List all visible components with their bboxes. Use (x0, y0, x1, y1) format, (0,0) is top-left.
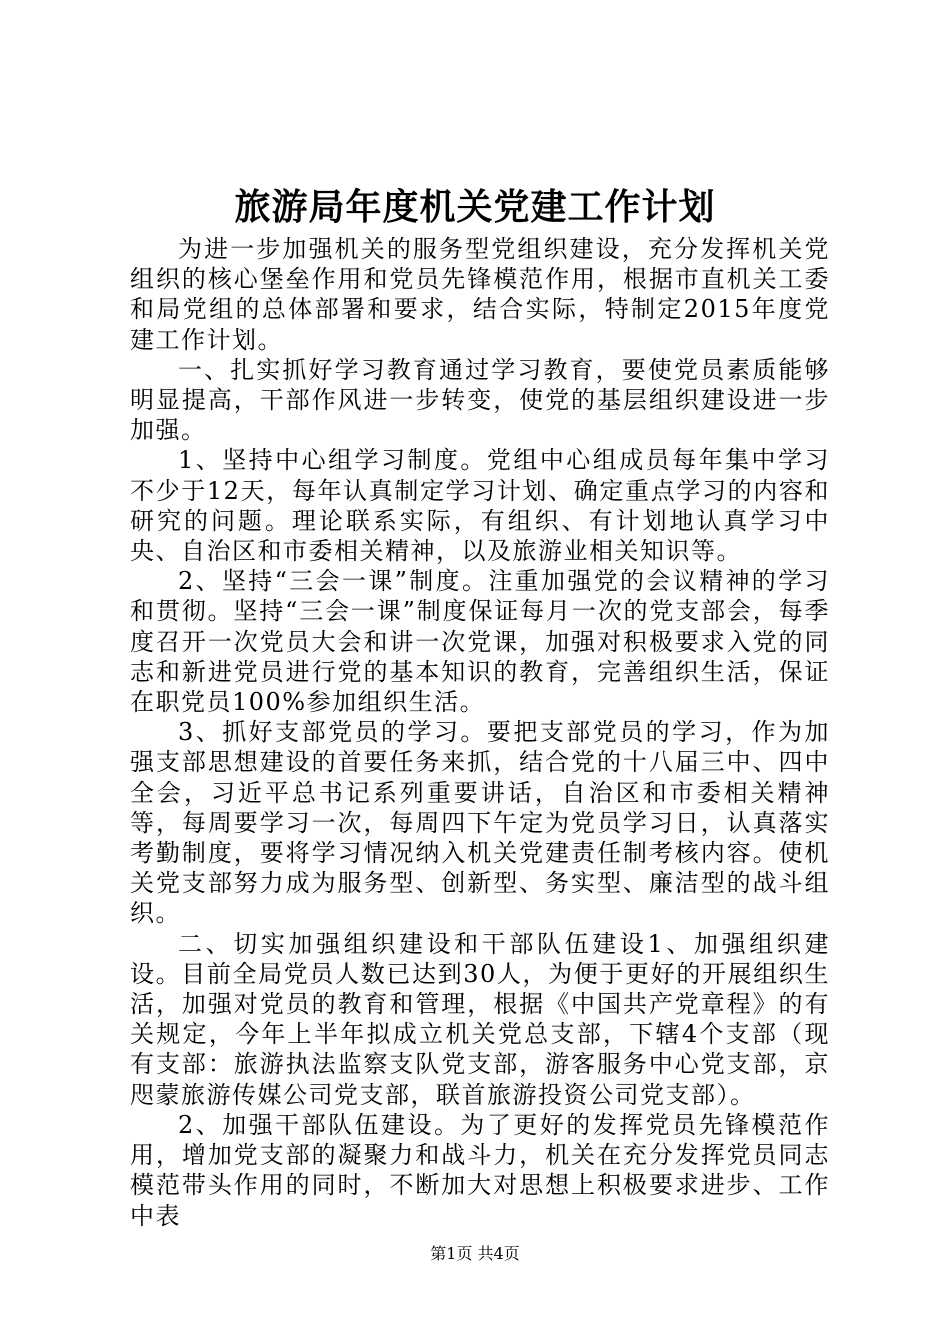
paragraph-section-2-heading: 二、切实加强组织建设和干部队伍建设1、加强组织建设。目前全局党员人数已达到30人，为便于更好的开展组织生活，加强对党员的教育和管理，根据《中国共产党章程》的有关规定，今年上半年拟成立机关党总支部，下辖4个支部（现有支部：旅游执法监察支队党支部，游客服务中心党支部，京咫蒙旅游传媒公司党支部，联首旅游投资公司党支部）。 (130, 929, 830, 1109)
document-body (130, 234, 830, 1231)
paragraph-item-1: 1、坚持中心组学习制度。党组中心组成员每年集中学习不少于12天，每年认真制定学习计划、确定重点学习的内容和研究的问题。理论联系实际，有组织、有计划地认真学习中央、自治区和市委相关精神，以及旅游业相关知识等。 (130, 446, 830, 566)
paragraph-item-3: 3、抓好支部党员的学习。要把支部党员的学习，作为加强支部思想建设的首要任务来抓，结合党的十八届三中、四中全会，习近平总书记系列重要讲话，自治区和市委相关精神等，每周要学习一次，每周四下午定为党员学习日，认真落实考勤制度，要将学习情况纳入机关党建责任制考核内容。使机关党支部努力成为服务型、创新型、务实型、廉洁型的战斗组织。 (130, 718, 830, 928)
document-title: 旅游局年度机关党建工作计划 (234, 186, 716, 228)
paragraph-section-2-item-2: 2、加强干部队伍建设。为了更好的发挥党员先锋模范作用，增加党支部的凝聚力和战斗力，机关在充分发挥党员同志模范带头作用的同时，不断加大对思想上积极要求进步、工作中表 (130, 1110, 830, 1230)
paragraph-section-1-heading: 一、扎实抓好学习教育通过学习教育，要使党员素质能够明显提高，干部作风进一步转变，使党的基层组织建设进一步加强。 (130, 355, 830, 445)
page-number-footer: 第1页 共4页 (430, 1244, 520, 1263)
paragraph-intro: 为进一步加强机关的服务型党组织建设，充分发挥机关党组织的核心堡垒作用和党员先锋模范作用，根据市直机关工委和局党组的总体部署和要求，结合实际，特制定2015年度党建工作计划。 (130, 235, 830, 354)
paragraph-item-2: 2、坚持“三会一课”制度。注重加强党的会议精神的学习和贯彻。坚持“三会一课”制度保证每月一次的党支部会，每季度召开一次党员大会和讲一次党课，加强对积极要求入党的同志和新进党员进行党的基本知识的教育，完善组织生活，保证在职党员100%参加组织生活。 (130, 567, 830, 717)
